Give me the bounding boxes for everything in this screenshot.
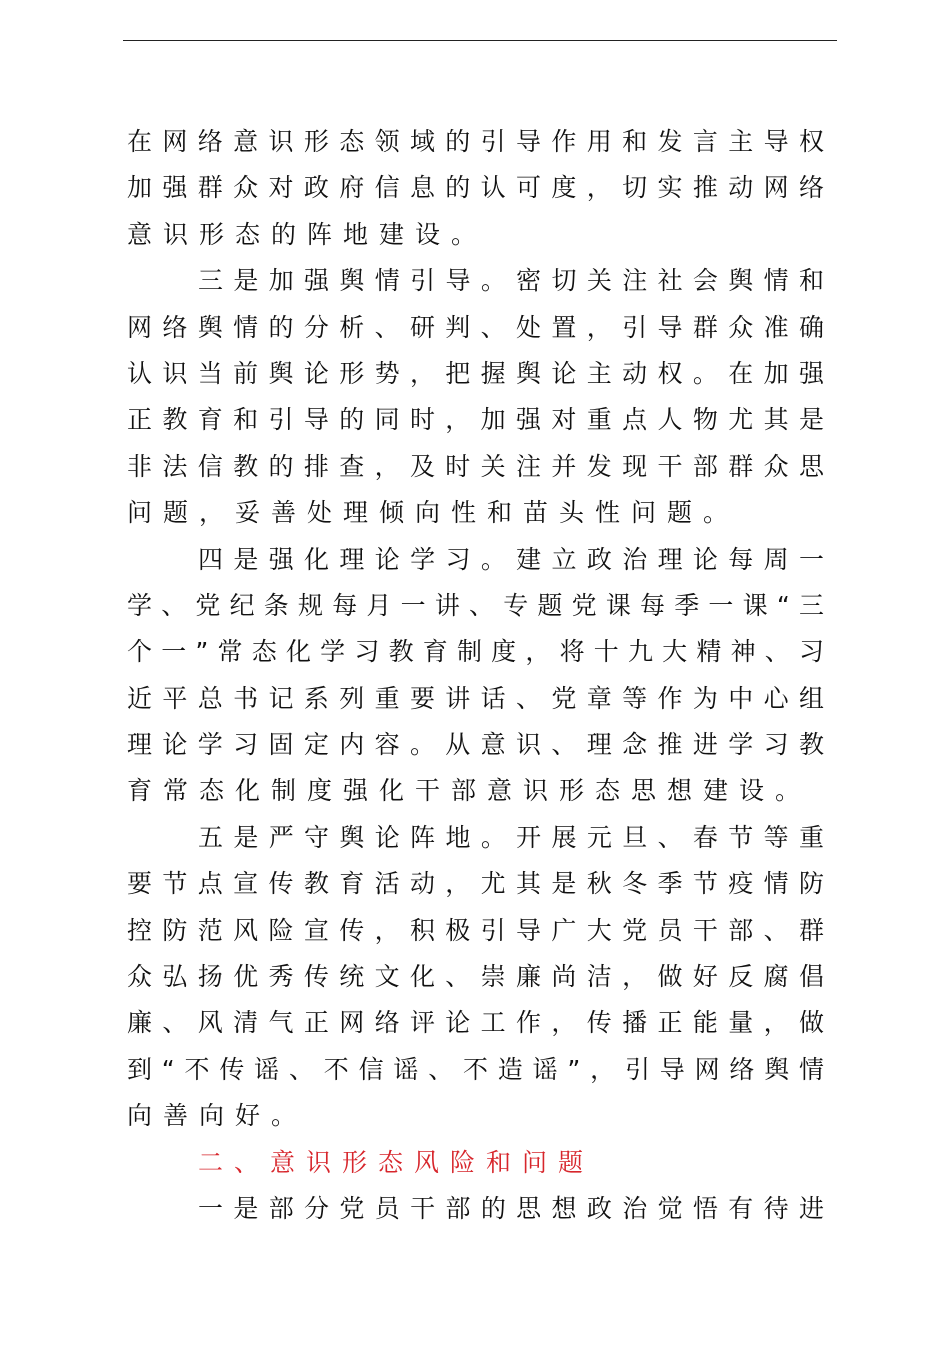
- header-rule: [123, 40, 837, 41]
- text-line: 个一”常态化学习教育制度，将十九大精神、习: [127, 637, 824, 667]
- text-line: 正教育和引导的同时，加强对重点人物尤其是: [127, 405, 824, 435]
- text-line: 认识当前舆论形势，把握舆论主动权。在加强: [127, 358, 824, 388]
- text-line: 到“不传谣、不信谣、不造谣”，引导网络舆情: [127, 1054, 824, 1084]
- text-line: 网络舆情的分析、研判、处置，引导群众准确: [127, 312, 824, 342]
- text-line: 众弘扬优秀传统文化、崇廉尚洁，做好反腐倡: [127, 962, 824, 992]
- text-line: 近平总书记系列重要讲话、党章等作为中心组: [127, 683, 824, 713]
- paragraph-start-line: 五是严守舆论阵地。开展元旦、春节等重: [198, 822, 824, 852]
- document-body: [127, 119, 824, 1232]
- paragraph-end-line: 育常态化制度强化干部意识形态思想建设。: [127, 776, 812, 806]
- text-line: 非法信教的排查，及时关注并发现干部群众思: [127, 451, 824, 481]
- text-line: 廉、风清气正网络评论工作，传播正能量，做: [127, 1008, 824, 1038]
- text-line: 要节点宣传教育活动，尤其是秋冬季节疫情防: [127, 869, 824, 899]
- text-line: 理论学习固定内容。从意识、理念推进学习教: [127, 730, 824, 760]
- paragraph-end-line: 向善向好。: [127, 1101, 308, 1131]
- paragraph-end-line: 意识形态的阵地建设。: [127, 219, 488, 249]
- section-heading: 二、意识形态风险和问题: [198, 1147, 595, 1177]
- paragraph-start-line: 三是加强舆情引导。密切关注社会舆情和: [198, 266, 824, 296]
- paragraph-end-line: 问题，妥善处理倾向性和苗头性问题。: [127, 498, 740, 528]
- paragraph-start-line: 一是部分党员干部的思想政治觉悟有待进: [198, 1193, 824, 1223]
- text-line: 学、党纪条规每月一讲、专题党课每季一课“三: [127, 590, 824, 620]
- text-line: 加强群众对政府信息的认可度，切实推动网络: [127, 173, 824, 203]
- text-line: 在网络意识形态领域的引导作用和发言主导权: [127, 127, 824, 156]
- text-line: 控防范风险宣传，积极引导广大党员干部、群: [127, 915, 824, 945]
- paragraph-start-line: 四是强化理论学习。建立政治理论每周一: [198, 544, 824, 574]
